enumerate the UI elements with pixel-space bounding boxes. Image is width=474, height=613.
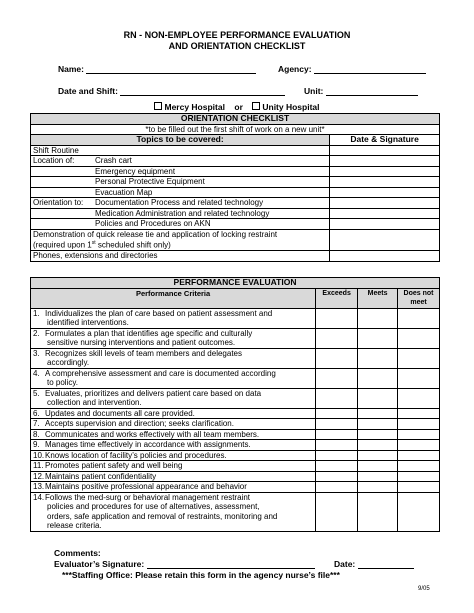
criteria-row [31, 440, 440, 451]
unity-label: Unity Hospital [262, 102, 320, 112]
criteria-text: 12.Maintains patient confidentiality [31, 471, 316, 482]
meets-cell[interactable] [358, 429, 398, 440]
does-not-meet-cell[interactable] [398, 429, 440, 440]
meets-cell[interactable] [358, 419, 398, 430]
orientation-sign-cell[interactable] [330, 177, 440, 188]
date-shift-field[interactable] [58, 86, 285, 96]
does-not-meet-cell[interactable] [398, 471, 440, 482]
criteria-text: 5. Evaluates, prioritizes and delivers patient care based on data collection and intervention. [31, 388, 316, 408]
exceeds-cell[interactable] [316, 429, 358, 440]
meets-cell[interactable] [358, 308, 398, 328]
date-field[interactable] [334, 559, 414, 569]
orientation-row-label: Shift Routine [33, 145, 79, 155]
meets-cell[interactable] [358, 328, 398, 348]
meets-cell[interactable] [358, 461, 398, 472]
agency-field[interactable] [278, 64, 426, 74]
does-not-meet-cell[interactable] [398, 388, 440, 408]
date-shift-label: Date and Shift: [58, 86, 118, 96]
orientation-sign-cell[interactable] [330, 208, 440, 219]
criteria-text: 14.Follows the med-surg or behavioral management restraint policies and procedures for use of alternatives, assessment, orders, safe application and removal of restraints, monitoring and release criteria. [31, 492, 316, 531]
exceeds-header: Exceeds [316, 288, 358, 308]
orientation-row [31, 208, 440, 219]
unit-line[interactable] [326, 86, 418, 96]
orientation-sign-cell[interactable] [330, 187, 440, 198]
exceeds-cell[interactable] [316, 308, 358, 328]
criteria-row [31, 368, 440, 388]
orientation-row [31, 229, 440, 251]
criteria-text: 9. Manages time effectively in accordance with assignments. [31, 440, 316, 451]
meets-cell[interactable] [358, 348, 398, 368]
criteria-text: 8. Communicates and works effectively with all team members. [31, 429, 316, 440]
version-label: 9/05 [418, 586, 430, 592]
exceeds-cell[interactable] [316, 348, 358, 368]
exceeds-cell[interactable] [316, 461, 358, 472]
criteria-row [31, 348, 440, 368]
criteria-text: 2. Formulates a plan that identifies age specific and culturally sensitive nursing interventions and patient outcomes. [31, 328, 316, 348]
orientation-row [31, 145, 440, 156]
evaluator-field[interactable] [54, 559, 315, 569]
criteria-row [31, 450, 440, 461]
orientation-sign-cell[interactable] [330, 219, 440, 230]
criteria-row [31, 471, 440, 482]
date-line[interactable] [358, 559, 414, 569]
name-field[interactable] [58, 64, 256, 74]
does-not-meet-cell[interactable] [398, 450, 440, 461]
demo-line1: Demonstration of quick release tie and application of locking restraint [33, 229, 278, 239]
mercy-checkbox[interactable] [154, 102, 162, 110]
mercy-label: Mercy Hospital [164, 102, 225, 112]
criteria-text: 11.Promotes patient safety and well being [31, 461, 316, 472]
orientation-sign-cell[interactable] [330, 156, 440, 167]
exceeds-cell[interactable] [316, 492, 358, 531]
orientation-sign-cell[interactable] [330, 229, 440, 251]
topics-header: Topics to be covered: [31, 135, 330, 146]
orientation-row-item: Medication Administration and related technology [95, 208, 270, 218]
does-not-meet-cell[interactable] [398, 492, 440, 531]
criteria-header: Performance Criteria [31, 288, 316, 308]
meets-cell[interactable] [358, 368, 398, 388]
orientation-title: ORIENTATION CHECKLIST [31, 114, 440, 125]
orientation-row [31, 187, 440, 198]
does-not-meet-cell[interactable] [398, 482, 440, 493]
agency-label: Agency: [278, 64, 312, 74]
criteria-row [31, 308, 440, 328]
meets-cell[interactable] [358, 450, 398, 461]
criteria-text: 13.Maintains positive professional appearance and behavior [31, 482, 316, 493]
comments-label: Comments: [54, 548, 101, 558]
does-not-meet-cell[interactable] [398, 440, 440, 451]
criteria-text: 7. Accepts supervision and direction; seeks clarification. [31, 419, 316, 430]
orientation-sign-cell[interactable] [330, 145, 440, 156]
date-signature-header: Date & Signature [330, 135, 440, 146]
criteria-row [31, 419, 440, 430]
criteria-text: 10.Knows location of facility’s policies and procedures. [31, 450, 316, 461]
exceeds-cell[interactable] [316, 450, 358, 461]
name-line[interactable] [86, 64, 256, 74]
criteria-text: 3. Recognizes skill levels of team members and delegates accordingly. [31, 348, 316, 368]
exceeds-cell[interactable] [316, 419, 358, 430]
criteria-row [31, 429, 440, 440]
orientation-row-item: Documentation Process and related technology [95, 198, 264, 207]
unit-field[interactable] [304, 86, 418, 96]
exceeds-cell[interactable] [316, 482, 358, 493]
criteria-row [31, 328, 440, 348]
form-title-line1: RN - NON-EMPLOYEE PERFORMANCE EVALUATION [123, 30, 351, 40]
meets-cell[interactable] [358, 471, 398, 482]
exceeds-cell[interactable] [316, 328, 358, 348]
orientation-row [31, 251, 440, 262]
orientation-sign-cell[interactable] [330, 198, 440, 209]
meets-cell[interactable] [358, 440, 398, 451]
staffing-note: ***Staffing Office: Please retain this form in the agency nurse’s file*** [62, 570, 340, 580]
form-title-line2: AND ORIENTATION CHECKLIST [168, 41, 306, 51]
criteria-text: 6. Updates and documents all care provided. [31, 408, 316, 419]
or-label: or [234, 102, 243, 112]
orientation-sign-cell[interactable] [330, 166, 440, 177]
does-not-meet-cell[interactable] [398, 348, 440, 368]
exceeds-cell[interactable] [316, 471, 358, 482]
orientation-row-label: Orientation to: [33, 198, 84, 207]
does-not-meet-cell[interactable] [398, 419, 440, 430]
exceeds-cell[interactable] [316, 388, 358, 408]
orientation-row [31, 156, 440, 167]
orientation-table [30, 113, 440, 262]
evaluator-label: Evaluator’s Signature: [54, 559, 145, 569]
criteria-row [31, 388, 440, 408]
orientation-row-item: Policies and Procedures on AKN [95, 219, 211, 228]
form-title [0, 30, 474, 52]
criteria-row [31, 482, 440, 493]
orientation-row [31, 177, 440, 188]
does-not-meet-cell[interactable] [398, 308, 440, 328]
orientation-row [31, 219, 440, 230]
criteria-row [31, 408, 440, 419]
orientation-row-item: Evacuation Map [95, 187, 153, 197]
meets-cell[interactable] [358, 482, 398, 493]
agency-line[interactable] [314, 64, 426, 74]
orientation-row [31, 198, 440, 209]
orientation-row-item: Personal Protective Equipment [95, 177, 205, 186]
date-label: Date: [334, 559, 356, 569]
orientation-row [31, 166, 440, 177]
criteria-text: 4. A comprehensive assessment and care is documented according to policy. [31, 368, 316, 388]
unit-label: Unit: [304, 86, 324, 96]
orientation-row-item: Crash cart [95, 156, 132, 165]
exceeds-cell[interactable] [316, 440, 358, 451]
demo-line2: (required upon 1st scheduled shift only) [33, 240, 171, 250]
meets-cell[interactable] [358, 408, 398, 419]
orientation-row-label: Location of: [33, 156, 75, 165]
performance-table [30, 277, 440, 532]
does-not-meet-cell[interactable] [398, 408, 440, 419]
orientation-row-item: Emergency equipment [95, 166, 176, 176]
does-not-meet-cell[interactable] [398, 328, 440, 348]
meets-cell[interactable] [358, 492, 398, 531]
does-not-meet-header: Does not meet [398, 288, 440, 308]
orientation-subtitle: *to be filled out the first shift of work on a new unit* [31, 124, 440, 135]
meets-cell[interactable] [358, 388, 398, 408]
criteria-row [31, 492, 440, 531]
does-not-meet-cell[interactable] [398, 461, 440, 472]
hospital-choice [0, 102, 474, 112]
criteria-row [31, 461, 440, 472]
meets-header: Meets [358, 288, 398, 308]
date-shift-line[interactable] [120, 86, 285, 96]
exceeds-cell[interactable] [316, 408, 358, 419]
name-label: Name: [58, 64, 84, 74]
unity-checkbox[interactable] [252, 102, 260, 110]
exceeds-cell[interactable] [316, 368, 358, 388]
performance-title: PERFORMANCE EVALUATION [31, 278, 440, 289]
phones-label: Phones, extensions and directories [31, 251, 330, 262]
orientation-sign-cell[interactable] [330, 251, 440, 262]
does-not-meet-cell[interactable] [398, 368, 440, 388]
evaluator-line[interactable] [147, 559, 315, 569]
criteria-text: 1. Individualizes the plan of care based on patient assessment and identified interventions. [31, 308, 316, 328]
